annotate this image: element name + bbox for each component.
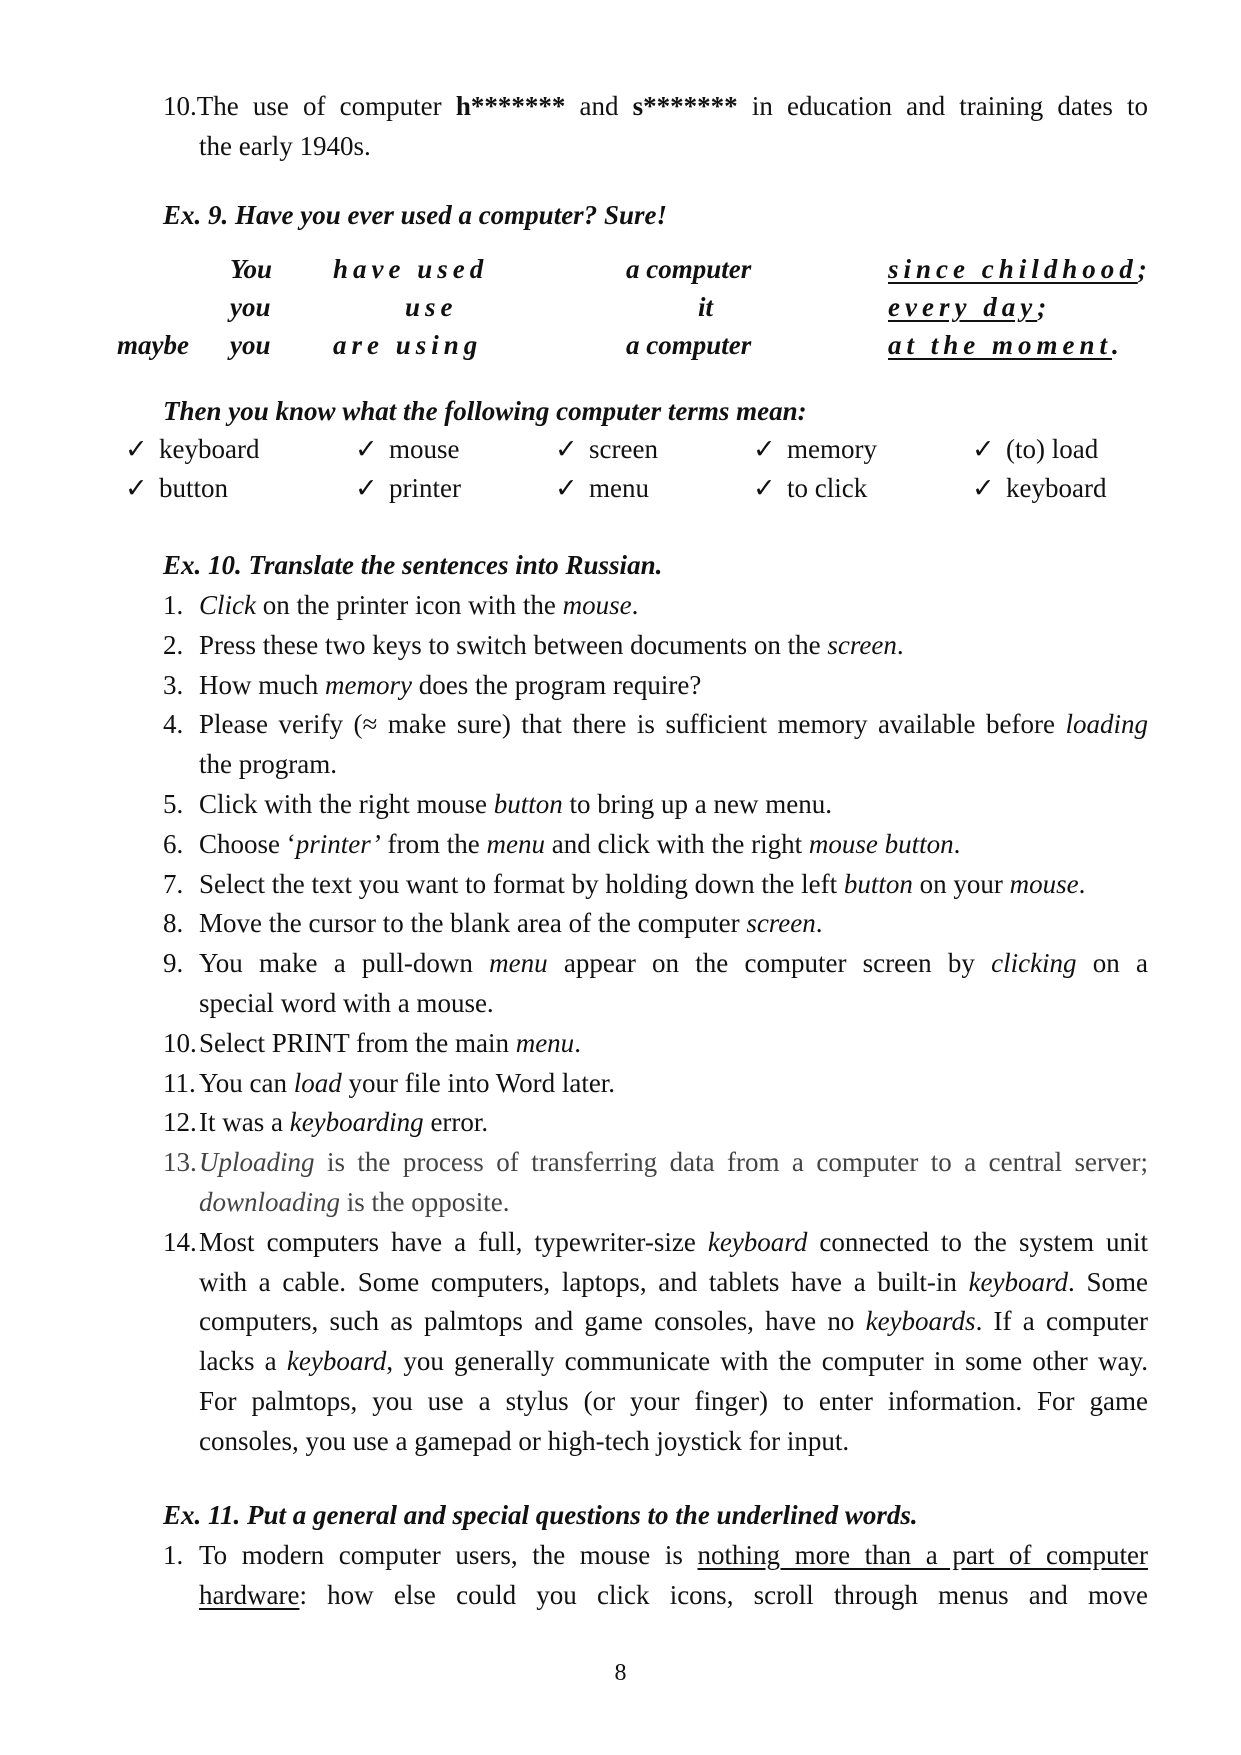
italic-term: printer’ (295, 828, 381, 859)
text-segment: The use of computer (196, 91, 456, 121)
italic-term: Click (199, 590, 256, 620)
ex11-item-1 (163, 1535, 1148, 1575)
item-number: 11. (163, 1067, 196, 1098)
ex9-object: a computer (626, 330, 752, 360)
ex10-item (163, 1063, 615, 1103)
term-item (555, 468, 649, 508)
check-icon: ✓ (555, 473, 578, 503)
italic-term: menu (515, 1027, 575, 1058)
text-segment: on the printer icon with the (255, 590, 563, 620)
ex10-item (163, 1222, 1148, 1262)
prev-item-10-cont: the early 1940s. (199, 131, 371, 161)
text-segment: For palmtops, you use a stylus (or your finger) to enter information. For game (199, 1386, 1148, 1416)
ex9-subject: you (230, 330, 271, 360)
term-item (972, 429, 1098, 469)
text-segment: special word with a mouse. (199, 988, 494, 1018)
italic-term: menu (486, 828, 545, 859)
term-label: screen (589, 434, 658, 464)
ex10-item-cont (199, 983, 494, 1023)
item-number: 2. (163, 629, 184, 660)
text-segment: To modern computer users, the mouse is (199, 1540, 698, 1570)
ex10-item (163, 903, 823, 943)
ex10-item (163, 625, 904, 665)
item-number: 6. (163, 828, 184, 859)
ex9-verb: use (405, 292, 458, 322)
text-segment: Select the text you want to format by holding down the left (199, 868, 844, 899)
ex10-item (163, 1023, 581, 1063)
italic-term: loading (1065, 709, 1148, 740)
text-segment: Move the cursor to the blank area of the computer (199, 908, 747, 939)
ex10-item (163, 784, 832, 824)
italic-term: keyboard (707, 1226, 808, 1257)
text-segment: is the opposite. (340, 1187, 510, 1217)
term-label: menu (589, 473, 649, 503)
ex10-item (163, 943, 1148, 983)
ex9-subject: You (230, 254, 273, 284)
item-number: 1. (163, 1540, 184, 1570)
ex9-time-phrase (888, 249, 1147, 289)
item-number: 10. (163, 1027, 197, 1058)
text-segment: from the (380, 828, 487, 859)
ex9-verb: have used (333, 254, 489, 284)
italic-term: Uploading (199, 1147, 315, 1178)
item-number: 13. (163, 1147, 197, 1178)
text-segment: does the program require? (411, 669, 702, 700)
text-segment: . (574, 1027, 581, 1058)
ex10-title: Ex. 10. Translate the sentences into Russian. (163, 550, 663, 580)
term-item (125, 468, 228, 508)
text-segment: . (631, 590, 639, 620)
check-icon: ✓ (753, 473, 776, 503)
ex9-punct: ; (1037, 292, 1047, 322)
item-number: 4. (163, 709, 184, 740)
ex9-lead-word: maybe (117, 330, 189, 360)
text-segment: and click with the right (544, 828, 809, 859)
ex10-item (163, 1102, 488, 1142)
term-item (753, 429, 877, 469)
term-item (355, 429, 460, 469)
ex10-item-cont (199, 1341, 1148, 1381)
item-number: 1. (163, 590, 184, 620)
text-segment: and (565, 91, 633, 121)
text-segment: computers, such as palmtops and game consoles, have no (199, 1306, 866, 1337)
ex9-time-underlined: since childhood (888, 254, 1138, 284)
underlined-phrase: nothing more than a part of computer (697, 1540, 1148, 1570)
italic-term: downloading (199, 1187, 341, 1217)
check-icon: ✓ (125, 434, 148, 464)
term-label: (to) load (1006, 434, 1099, 464)
text-segment: You make a pull-down (199, 948, 490, 979)
ex10-item (163, 1142, 1148, 1182)
term-item (125, 429, 259, 469)
text-segment: Select PRINT from the main (199, 1027, 516, 1058)
text-segment: Choose ‘ (199, 828, 296, 859)
ex10-item (163, 704, 1148, 744)
check-icon: ✓ (972, 434, 995, 464)
ex9-subtitle: Then you know what the following computer terms mean: (163, 396, 807, 426)
check-icon: ✓ (355, 473, 378, 503)
ex11-item-1-cont (199, 1575, 1148, 1615)
prev-item-10 (163, 86, 1148, 126)
text-segment: lacks a (199, 1346, 287, 1377)
italic-term: keyboarding (289, 1107, 424, 1138)
ex11-title: Ex. 11. Put a general and special questions to the underlined words. (163, 1500, 918, 1530)
text-segment: on your (912, 868, 1010, 899)
text-segment: Please verify (≈ make sure) that there is sufficient memory available before (199, 709, 1066, 740)
term-item (753, 468, 867, 508)
ex9-time-underlined: at the moment (888, 330, 1113, 360)
ex10-item (163, 665, 701, 705)
text-segment: with a cable. Some computers, laptops, and tablets have a built-in (199, 1266, 969, 1297)
page-number: 8 (614, 1660, 627, 1686)
text-segment: , you generally communicate with the computer in some other way. (386, 1346, 1148, 1377)
italic-term: menu (489, 948, 548, 979)
italic-term: mouse (562, 590, 632, 620)
item-number: 5. (163, 789, 184, 819)
item-number: 7. (163, 868, 184, 899)
term-label: keyboard (159, 434, 260, 464)
text-segment: connected to the system unit (807, 1226, 1148, 1257)
italic-term: load (293, 1067, 342, 1098)
ex9-punct: ; (1137, 254, 1147, 284)
term-label: keyboard (1006, 473, 1107, 503)
italic-term: keyboards (865, 1306, 976, 1337)
ex9-time-underlined: every day (888, 292, 1038, 322)
text-segment: : how else could you click icons, scroll through menus and move (299, 1580, 1148, 1610)
italic-term: screen (746, 908, 816, 939)
ex10-item-cont (199, 744, 337, 784)
text-segment: on a (1076, 948, 1149, 979)
italic-term: screen (827, 629, 897, 660)
ex9-verb: are using (333, 330, 483, 360)
text-segment: . (1078, 868, 1086, 899)
text-segment: How much (199, 669, 325, 700)
ex9-title: Ex. 9. Have you ever used a computer? Sure! (163, 200, 667, 230)
item-number: 10. (163, 91, 197, 121)
text-segment: consoles, you use a gamepad or high-tech joystick for input. (199, 1425, 850, 1456)
hidden-word-h: h******* (455, 91, 566, 121)
check-icon: ✓ (355, 434, 378, 464)
ex9-object: it (698, 292, 714, 322)
text-segment: is the process of transferring data from a computer to a central server; (314, 1147, 1148, 1178)
text-segment: . (953, 828, 961, 859)
ex10-item-cont (199, 1301, 1148, 1341)
text-segment: your file into Word later. (341, 1067, 616, 1098)
term-label: button (159, 473, 229, 503)
italic-term: mouse (1009, 868, 1079, 899)
item-number: 9. (163, 948, 184, 979)
italic-term: button (843, 868, 913, 899)
ex10-item-cont (199, 1421, 849, 1461)
text-segment: . (815, 908, 823, 939)
text-segment: Most computers have a full, typewriter-size (199, 1226, 708, 1257)
term-label: memory (787, 434, 877, 464)
ex9-object: a computer (626, 254, 752, 284)
item-number: 12. (163, 1107, 197, 1138)
text-segment: It was a (199, 1107, 290, 1138)
check-icon: ✓ (125, 473, 148, 503)
check-icon: ✓ (972, 473, 995, 503)
ex10-item (163, 585, 638, 625)
text-segment: . Some (1068, 1266, 1148, 1297)
text-segment: the program. (199, 749, 337, 780)
text-segment: . If a computer (975, 1306, 1148, 1337)
item-number: 14. (163, 1226, 197, 1257)
hidden-word-s: s******* (632, 91, 738, 121)
ex10-item-cont (199, 1381, 1148, 1421)
italic-term: memory (324, 669, 412, 700)
ex10-item-cont (199, 1182, 510, 1222)
ex9-punct: . (1112, 330, 1119, 360)
text-segment: to bring up a new menu. (562, 789, 832, 819)
italic-term: keyboard (968, 1266, 1069, 1297)
underlined-phrase: hardware (199, 1580, 300, 1610)
item-number: 3. (163, 669, 184, 700)
text-segment: . (896, 629, 904, 660)
ex10-item-cont (199, 1262, 1148, 1302)
check-icon: ✓ (555, 434, 578, 464)
text-segment: in education and training dates to (737, 91, 1149, 121)
italic-term: clicking (991, 948, 1077, 979)
term-item (555, 429, 658, 469)
text-segment: Click with the right mouse (199, 789, 494, 819)
term-item (972, 468, 1106, 508)
text-segment: appear on the computer screen by (547, 948, 992, 979)
term-item (355, 468, 461, 508)
term-label: to click (787, 473, 868, 503)
italic-term: mouse button (808, 828, 954, 859)
item-number: 8. (163, 908, 184, 939)
ex9-time-phrase (888, 287, 1046, 327)
term-label: mouse (389, 434, 460, 464)
ex9-subject: you (230, 292, 271, 322)
italic-term: keyboard (286, 1346, 387, 1377)
ex10-item (163, 864, 1085, 904)
italic-term: button (493, 789, 563, 819)
text-segment: Press these two keys to switch between documents on the (199, 629, 828, 660)
text-segment: error. (423, 1107, 489, 1138)
ex9-time-phrase (888, 325, 1119, 365)
text-segment: You can (199, 1067, 294, 1098)
term-label: printer (389, 473, 461, 503)
ex10-item (163, 824, 960, 864)
check-icon: ✓ (753, 434, 776, 464)
